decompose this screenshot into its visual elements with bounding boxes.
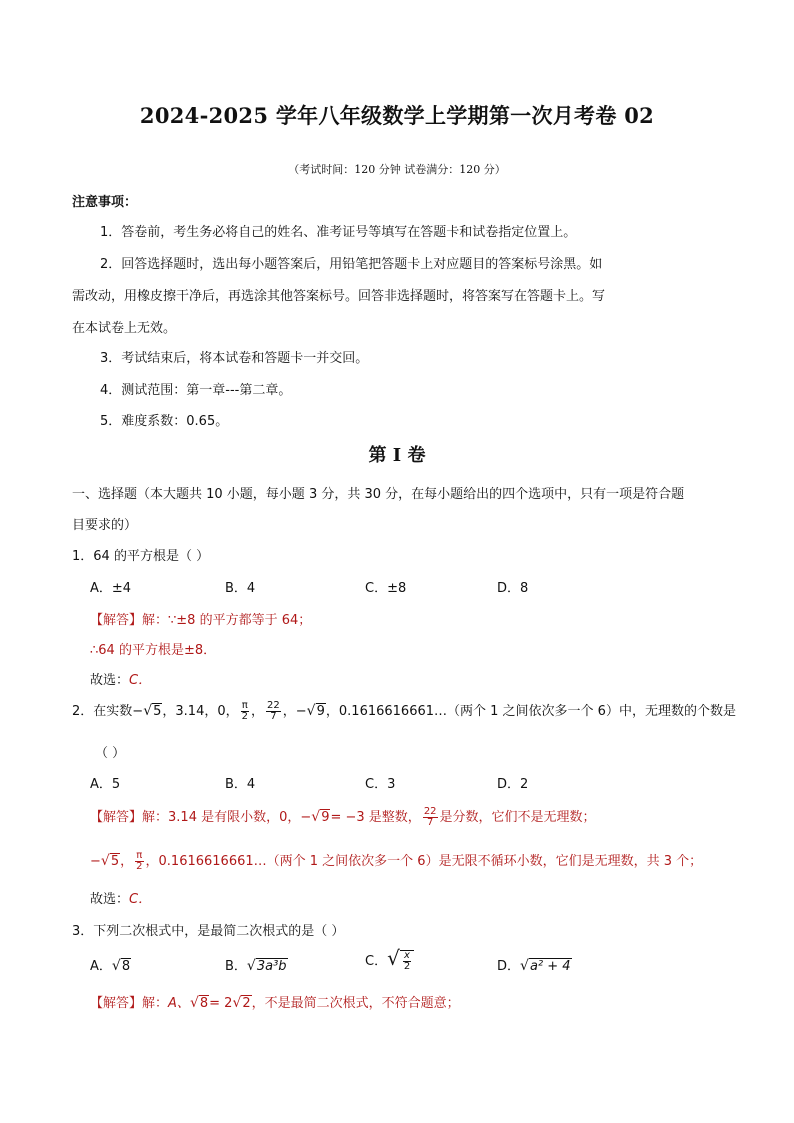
notice-item-4: 4．测试范围：第一章---第二章。 xyxy=(100,383,292,398)
neg-sqrt5: −√5 xyxy=(132,703,162,719)
radicand: 5 xyxy=(110,854,120,869)
notice-item-3: 3．考试结束后，将本试卷和答题卡一并交回。 xyxy=(100,351,369,366)
choice-value: C． xyxy=(129,673,152,688)
x-over-2 xyxy=(403,951,411,972)
answer-tag: 【解答】 xyxy=(90,613,143,628)
denominator: 2 xyxy=(136,861,143,872)
radicand: a² + 4 xyxy=(529,959,571,974)
notice-item-2-end: 在本试卷上无效。 xyxy=(72,321,177,336)
radicand: 9 xyxy=(316,704,325,719)
answer-tag: 【解答】 xyxy=(90,996,143,1011)
pi-over-2 xyxy=(241,701,249,722)
denominator: 2 xyxy=(241,711,248,722)
option-label: D． xyxy=(497,959,521,974)
notice-item-1: 1．答卷前，考生务必将自己的姓名、准考证号等填写在答题卡和试卷指定位置上。 xyxy=(100,225,577,240)
q2-answer-cont: −√5， $\frac{\pi}{2}$ ，0.1616616661…（两个 1 之间依次多一个 6）是无限不循环小数，它们是无理数，共 3 个； xyxy=(90,850,703,872)
q2-choice xyxy=(90,888,151,907)
q1-answer xyxy=(90,609,311,628)
22-over-7 xyxy=(266,701,281,722)
section-intro: 一、选择题（本大题共 10 小题，每小题 3 分，共 30 分，在每小题给出的四个选项中，只有一项是符合题 xyxy=(72,487,685,502)
q3-answer xyxy=(90,992,460,1011)
q3-answer-b: A、 xyxy=(168,996,190,1011)
q2-stem-prefix: 2．在实数 xyxy=(72,704,133,719)
q3-stem: 3．下列二次根式中，是最简二次根式的是（ ） xyxy=(72,924,345,939)
q2-stem: 2．在实数−√5，3.14，0， $\frac{\pi}{2}$ ， $\frac{22}{7}$ ，−√9，0.1616616661…（两个 1 之间依次多一个 6）中，无理数的个数是 xyxy=(72,700,736,722)
q3-option-b: B．√3a³b xyxy=(225,958,287,974)
q1-option-d: D．8 xyxy=(497,581,529,596)
numerator: x xyxy=(404,950,410,961)
denominator: 7 xyxy=(270,711,277,722)
q2-answer-a: 解：3.14 是有限小数，0， xyxy=(142,810,301,825)
notice-item-5: 5．难度系数：0.65。 xyxy=(100,414,229,429)
q2-stem-paren: （ ） xyxy=(95,746,126,761)
q2-stem-b: 0.1616616661…（两个 1 之间依次多一个 6）中，无理数的个数是 xyxy=(338,704,736,719)
radicand: 5 xyxy=(153,704,162,719)
numerator: 22 xyxy=(423,806,437,817)
choice-value: C． xyxy=(129,892,152,907)
notice-heading: 注意事项： xyxy=(72,195,138,210)
q3-answer-a: 解： xyxy=(142,996,169,1011)
q2-option-d: D．2 xyxy=(497,777,529,792)
pi-over-2 xyxy=(135,851,143,872)
choice-prefix: 故选： xyxy=(90,892,130,907)
denominator: 2 xyxy=(403,961,411,972)
q1-answer-cont: ∴64 的平方根是±8． xyxy=(90,643,217,658)
denominator: 7 xyxy=(426,817,434,828)
q1-stem: 1．64 的平方根是（ ） xyxy=(72,549,210,564)
q3-answer-c: ，不是最简二次根式，不符合题意； xyxy=(251,996,460,1011)
q2-answer xyxy=(90,806,596,828)
q2-answer-d: 0.1616616661…（两个 1 之间依次多一个 6）是无限不循环小数，它们是无理数，共 3 个； xyxy=(158,854,703,869)
neg-sqrt9: −√9 xyxy=(295,703,325,719)
notice-item-2-cont: 需改动，用橡皮擦干净后，再选涂其他答案标号。回答非选择题时，将答案写在答题卡上。写 xyxy=(72,289,606,304)
option-label: A． xyxy=(90,959,112,974)
q1-option-a: A．±4 xyxy=(90,581,132,596)
q1-option-c: C．±8 xyxy=(365,581,407,596)
q2-answer-b: = −3 是整数， xyxy=(330,810,421,825)
numerator: π xyxy=(241,700,248,711)
answer-tag: 【解答】 xyxy=(90,810,143,825)
q2-answer-c: 是分数，它们不是无理数； xyxy=(439,810,596,825)
radicand: 8 xyxy=(121,959,131,974)
section-title: 第 Ⅰ 卷 xyxy=(368,445,426,466)
numerator: π xyxy=(136,850,143,861)
radicand: 8 xyxy=(199,996,209,1011)
q2-option-c: C．3 xyxy=(365,777,396,792)
option-label: C． xyxy=(365,954,388,969)
radicand: 2 xyxy=(242,996,251,1011)
q2-option-a: A．5 xyxy=(90,777,121,792)
q3-option-a: A．√8 xyxy=(90,958,131,974)
q1-option-b: B．4 xyxy=(225,581,256,596)
option-label: B． xyxy=(225,959,247,974)
q2-option-b: B．4 xyxy=(225,777,256,792)
q3-option-c: C．√ $\frac{x}{2}$ xyxy=(365,946,414,972)
section-intro-cont: 目要求的） xyxy=(72,518,138,533)
q1-choice xyxy=(90,669,151,688)
notice-item-2: 2．回答选择题时，选出每小题答案后，用铅笔把答题卡上对应题目的答案标号涂黑。如 xyxy=(100,257,603,272)
q2-stem-a: 3.14，0， xyxy=(175,704,239,719)
exam-title: 2024-2025 学年八年级数学上学期第一次月考卷 02 xyxy=(139,103,655,128)
radicand: 3a³b xyxy=(256,959,287,974)
numerator: 22 xyxy=(267,700,280,711)
q1-answer-text: 解：∵±8 的平方都等于 64； xyxy=(142,613,312,628)
q3-option-d: D．√a² + 4 xyxy=(497,958,571,974)
22-over-7 xyxy=(423,807,438,828)
exam-subtitle: （考试时间：120 分钟 试卷满分：120 分） xyxy=(288,163,506,176)
neg-sqrt9: −√9 xyxy=(300,809,330,825)
sqrt2: √2 xyxy=(232,995,251,1011)
neg-sqrt5: −√5 xyxy=(90,853,120,869)
sqrt8: √8 xyxy=(189,995,209,1011)
choice-prefix: 故选： xyxy=(90,673,130,688)
radicand: 9 xyxy=(321,810,330,825)
q3-answer-eq: = 2 xyxy=(209,996,233,1011)
